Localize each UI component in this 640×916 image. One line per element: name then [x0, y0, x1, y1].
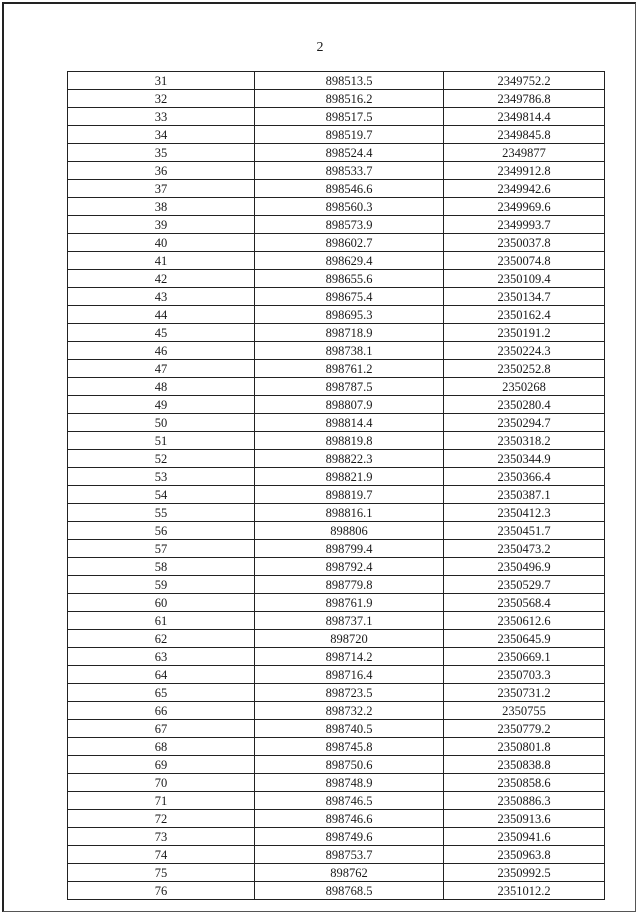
y-coordinate-cell: 2350645.9: [444, 630, 605, 648]
y-coordinate-cell: 2349942.6: [444, 180, 605, 198]
y-coordinate-cell: 2350838.8: [444, 756, 605, 774]
y-coordinate-cell: 2350941.6: [444, 828, 605, 846]
table-row: [68, 864, 605, 882]
point-number-cell: 75: [68, 864, 255, 882]
y-coordinate-cell: 2350755: [444, 702, 605, 720]
point-number-cell: 31: [68, 72, 255, 90]
table-row: [68, 126, 605, 144]
point-number-cell: 66: [68, 702, 255, 720]
x-coordinate-cell: 898732.2: [255, 702, 444, 720]
y-coordinate-cell: 2349752.2: [444, 72, 605, 90]
point-number-cell: 58: [68, 558, 255, 576]
x-coordinate-cell: 898748.9: [255, 774, 444, 792]
x-coordinate-cell: 898718.9: [255, 324, 444, 342]
table-row: [68, 756, 605, 774]
point-number-cell: 55: [68, 504, 255, 522]
y-coordinate-cell: 2350858.6: [444, 774, 605, 792]
table-row: [68, 486, 605, 504]
point-number-cell: 56: [68, 522, 255, 540]
x-coordinate-cell: 898513.5: [255, 72, 444, 90]
table-row: [68, 684, 605, 702]
table-row: [68, 594, 605, 612]
y-coordinate-cell: 2351012.2: [444, 882, 605, 900]
y-coordinate-cell: 2350366.4: [444, 468, 605, 486]
point-number-cell: 42: [68, 270, 255, 288]
x-coordinate-cell: 898533.7: [255, 162, 444, 180]
x-coordinate-cell: 898740.5: [255, 720, 444, 738]
table-row: [68, 738, 605, 756]
table-row: [68, 414, 605, 432]
table-row: [68, 252, 605, 270]
x-coordinate-cell: 898519.7: [255, 126, 444, 144]
y-coordinate-cell: 2350568.4: [444, 594, 605, 612]
y-coordinate-cell: 2350703.3: [444, 666, 605, 684]
x-coordinate-cell: 898745.8: [255, 738, 444, 756]
x-coordinate-cell: 898806: [255, 522, 444, 540]
y-coordinate-cell: 2350669.1: [444, 648, 605, 666]
table-row: [68, 702, 605, 720]
table-row: [68, 612, 605, 630]
point-number-cell: 45: [68, 324, 255, 342]
point-number-cell: 41: [68, 252, 255, 270]
y-coordinate-cell: 2350473.2: [444, 540, 605, 558]
x-coordinate-cell: 898716.4: [255, 666, 444, 684]
x-coordinate-cell: 898746.5: [255, 792, 444, 810]
point-number-cell: 48: [68, 378, 255, 396]
point-number-cell: 44: [68, 306, 255, 324]
point-number-cell: 70: [68, 774, 255, 792]
point-number-cell: 59: [68, 576, 255, 594]
table-row: [68, 648, 605, 666]
x-coordinate-cell: 898816.1: [255, 504, 444, 522]
table-row: [68, 324, 605, 342]
y-coordinate-cell: 2350252.8: [444, 360, 605, 378]
point-number-cell: 37: [68, 180, 255, 198]
table-row: [68, 144, 605, 162]
y-coordinate-cell: 2350162.4: [444, 306, 605, 324]
x-coordinate-cell: 898822.3: [255, 450, 444, 468]
point-number-cell: 33: [68, 108, 255, 126]
x-coordinate-cell: 898655.6: [255, 270, 444, 288]
table-row: [68, 630, 605, 648]
point-number-cell: 63: [68, 648, 255, 666]
point-number-cell: 74: [68, 846, 255, 864]
table-row: [68, 180, 605, 198]
point-number-cell: 39: [68, 216, 255, 234]
x-coordinate-cell: 898750.6: [255, 756, 444, 774]
y-coordinate-cell: 2350318.2: [444, 432, 605, 450]
table-row: [68, 450, 605, 468]
table-row: [68, 234, 605, 252]
y-coordinate-cell: 2350886.3: [444, 792, 605, 810]
point-number-cell: 53: [68, 468, 255, 486]
y-coordinate-cell: 2350612.6: [444, 612, 605, 630]
point-number-cell: 61: [68, 612, 255, 630]
table-row: [68, 288, 605, 306]
point-number-cell: 49: [68, 396, 255, 414]
x-coordinate-cell: 898602.7: [255, 234, 444, 252]
y-coordinate-cell: 2350992.5: [444, 864, 605, 882]
y-coordinate-cell: 2350134.7: [444, 288, 605, 306]
point-number-cell: 36: [68, 162, 255, 180]
point-number-cell: 50: [68, 414, 255, 432]
x-coordinate-cell: 898675.4: [255, 288, 444, 306]
point-number-cell: 43: [68, 288, 255, 306]
x-coordinate-cell: 898720: [255, 630, 444, 648]
x-coordinate-cell: 898749.6: [255, 828, 444, 846]
x-coordinate-cell: 898753.7: [255, 846, 444, 864]
table-row: [68, 216, 605, 234]
x-coordinate-cell: 898546.6: [255, 180, 444, 198]
table-row: [68, 342, 605, 360]
table-row: [68, 270, 605, 288]
y-coordinate-cell: 2350451.7: [444, 522, 605, 540]
table-row: [68, 396, 605, 414]
x-coordinate-cell: 898799.4: [255, 540, 444, 558]
y-coordinate-cell: 2349912.8: [444, 162, 605, 180]
point-number-cell: 71: [68, 792, 255, 810]
y-coordinate-cell: 2350496.9: [444, 558, 605, 576]
y-coordinate-cell: 2349969.6: [444, 198, 605, 216]
x-coordinate-cell: 898779.8: [255, 576, 444, 594]
point-number-cell: 51: [68, 432, 255, 450]
y-coordinate-cell: 2350387.1: [444, 486, 605, 504]
y-coordinate-cell: 2350109.4: [444, 270, 605, 288]
x-coordinate-cell: 898746.6: [255, 810, 444, 828]
table-row: [68, 558, 605, 576]
table-row: [68, 882, 605, 900]
y-coordinate-cell: 2350074.8: [444, 252, 605, 270]
y-coordinate-cell: 2350963.8: [444, 846, 605, 864]
point-number-cell: 72: [68, 810, 255, 828]
point-number-cell: 60: [68, 594, 255, 612]
x-coordinate-cell: 898768.5: [255, 882, 444, 900]
y-coordinate-cell: 2350224.3: [444, 342, 605, 360]
y-coordinate-cell: 2349814.4: [444, 108, 605, 126]
point-number-cell: 32: [68, 90, 255, 108]
table-row: [68, 504, 605, 522]
table-row: [68, 108, 605, 126]
y-coordinate-cell: 2349993.7: [444, 216, 605, 234]
point-number-cell: 38: [68, 198, 255, 216]
y-coordinate-cell: 2350779.2: [444, 720, 605, 738]
point-number-cell: 69: [68, 756, 255, 774]
x-coordinate-cell: 898517.5: [255, 108, 444, 126]
y-coordinate-cell: 2350191.2: [444, 324, 605, 342]
point-number-cell: 54: [68, 486, 255, 504]
point-number-cell: 57: [68, 540, 255, 558]
y-coordinate-cell: 2350529.7: [444, 576, 605, 594]
x-coordinate-cell: 898807.9: [255, 396, 444, 414]
table-row: [68, 198, 605, 216]
point-number-cell: 73: [68, 828, 255, 846]
table-row: [68, 306, 605, 324]
y-coordinate-cell: 2350913.6: [444, 810, 605, 828]
x-coordinate-cell: 898819.7: [255, 486, 444, 504]
table-row: [68, 468, 605, 486]
y-coordinate-cell: 2349845.8: [444, 126, 605, 144]
y-coordinate-cell: 2349877: [444, 144, 605, 162]
y-coordinate-cell: 2350268: [444, 378, 605, 396]
x-coordinate-cell: 898814.4: [255, 414, 444, 432]
x-coordinate-cell: 898516.2: [255, 90, 444, 108]
x-coordinate-cell: 898573.9: [255, 216, 444, 234]
point-number-cell: 34: [68, 126, 255, 144]
y-coordinate-cell: 2350412.3: [444, 504, 605, 522]
point-number-cell: 65: [68, 684, 255, 702]
table-row: [68, 72, 605, 90]
page-number: 2: [316, 40, 324, 55]
table-row: [68, 774, 605, 792]
table-row: [68, 666, 605, 684]
table-row: [68, 846, 605, 864]
table-row: [68, 720, 605, 738]
table-row: [68, 378, 605, 396]
y-coordinate-cell: 2350280.4: [444, 396, 605, 414]
point-number-cell: 52: [68, 450, 255, 468]
table-row: [68, 432, 605, 450]
x-coordinate-cell: 898629.4: [255, 252, 444, 270]
point-number-cell: 47: [68, 360, 255, 378]
x-coordinate-cell: 898524.4: [255, 144, 444, 162]
table-row: [68, 828, 605, 846]
x-coordinate-cell: 898761.9: [255, 594, 444, 612]
x-coordinate-cell: 898560.3: [255, 198, 444, 216]
x-coordinate-cell: 898762: [255, 864, 444, 882]
x-coordinate-cell: 898761.2: [255, 360, 444, 378]
table-row: [68, 792, 605, 810]
x-coordinate-cell: 898787.5: [255, 378, 444, 396]
table-row: [68, 90, 605, 108]
table-row: [68, 162, 605, 180]
coordinate-table: [67, 71, 605, 900]
point-number-cell: 62: [68, 630, 255, 648]
x-coordinate-cell: 898738.1: [255, 342, 444, 360]
y-coordinate-cell: 2350037.8: [444, 234, 605, 252]
point-number-cell: 64: [68, 666, 255, 684]
x-coordinate-cell: 898723.5: [255, 684, 444, 702]
y-coordinate-cell: 2350344.9: [444, 450, 605, 468]
point-number-cell: 35: [68, 144, 255, 162]
x-coordinate-cell: 898695.3: [255, 306, 444, 324]
table-row: [68, 540, 605, 558]
point-number-cell: 76: [68, 882, 255, 900]
x-coordinate-cell: 898792.4: [255, 558, 444, 576]
y-coordinate-cell: 2349786.8: [444, 90, 605, 108]
table-row: [68, 810, 605, 828]
x-coordinate-cell: 898714.2: [255, 648, 444, 666]
x-coordinate-cell: 898737.1: [255, 612, 444, 630]
coordinate-table-body: [68, 72, 605, 900]
x-coordinate-cell: 898821.9: [255, 468, 444, 486]
x-coordinate-cell: 898819.8: [255, 432, 444, 450]
point-number-cell: 67: [68, 720, 255, 738]
point-number-cell: 40: [68, 234, 255, 252]
table-row: [68, 576, 605, 594]
y-coordinate-cell: 2350294.7: [444, 414, 605, 432]
y-coordinate-cell: 2350731.2: [444, 684, 605, 702]
point-number-cell: 46: [68, 342, 255, 360]
y-coordinate-cell: 2350801.8: [444, 738, 605, 756]
table-row: [68, 360, 605, 378]
table-row: [68, 522, 605, 540]
point-number-cell: 68: [68, 738, 255, 756]
